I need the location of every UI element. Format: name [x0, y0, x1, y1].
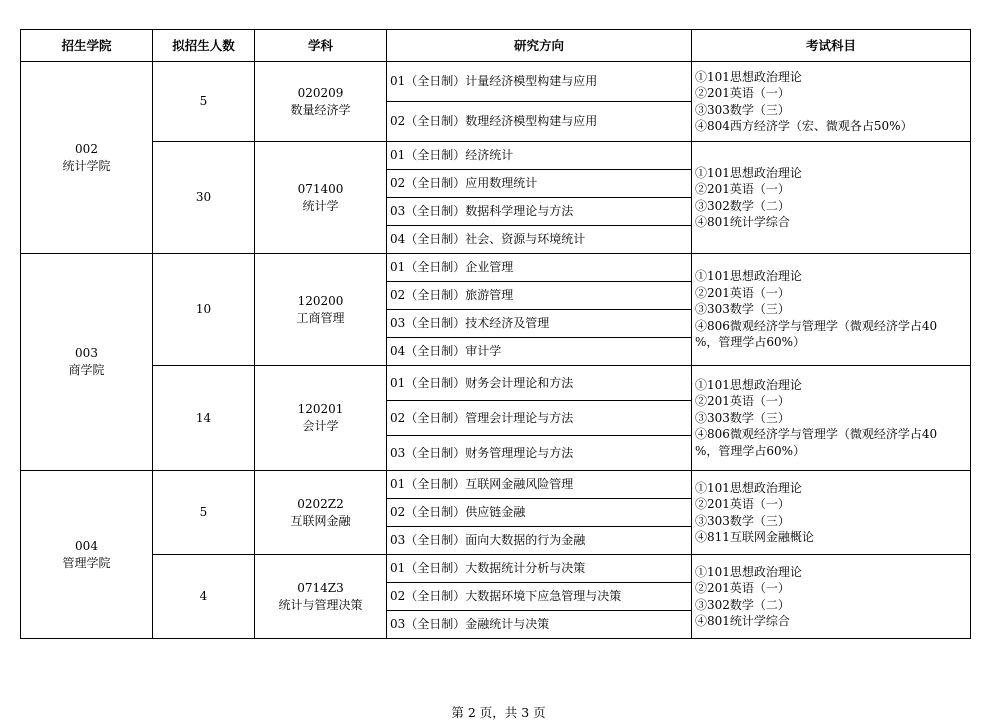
enrollment-count: 30 — [153, 142, 255, 254]
discipline-name: 会计学 — [302, 419, 339, 433]
exam-subject-line: ④801统计学综合 — [695, 215, 790, 229]
exam-subject-line: ②201英语（一） — [695, 497, 790, 511]
college-code: 003 — [75, 346, 98, 360]
discipline-cell — [255, 471, 387, 555]
research-direction: 02（全日制）应用数理统计 — [387, 170, 692, 198]
exam-subject-line: ①101思想政治理论 — [695, 165, 802, 180]
exam-subject-line: ④801统计学综合 — [695, 614, 790, 628]
research-direction: 03（全日制）财务管理理论与方法 — [387, 436, 692, 471]
research-direction: 04（全日制）社会、资源与环境统计 — [387, 226, 692, 254]
discipline-name: 数量经济学 — [290, 102, 351, 117]
table-row — [21, 366, 971, 401]
exam-subjects — [692, 142, 971, 254]
discipline-name: 互联网金融 — [290, 513, 351, 528]
exam-subject-line: ②201英语（一） — [695, 285, 790, 300]
exam-subjects — [692, 254, 971, 366]
research-direction: 01（全日制）财务会计理论和方法 — [387, 366, 692, 401]
enrollment-count: 14 — [153, 366, 255, 471]
enrollment-count: 4 — [153, 555, 255, 639]
research-direction: 03（全日制）技术经济及管理 — [387, 310, 692, 338]
discipline-code: 0714Z3 — [297, 580, 344, 595]
research-direction: 03（全日制）数据科学理论与方法 — [387, 198, 692, 226]
exam-subject-line: ①101思想政治理论 — [695, 69, 802, 84]
discipline-name: 统计与管理决策 — [278, 597, 363, 612]
college-cell — [21, 471, 153, 639]
exam-subjects — [692, 366, 971, 471]
research-direction: 01（全日制）计量经济模型构建与应用 — [387, 62, 692, 102]
research-direction: 03（全日制）面向大数据的行为金融 — [387, 527, 692, 555]
discipline-code: 071400 — [297, 181, 344, 196]
exam-subject-line: ②201英语（一） — [695, 86, 790, 100]
college-cell — [21, 254, 153, 471]
discipline-cell — [255, 142, 387, 254]
exam-subject-line: %，管理学占60%） — [695, 443, 806, 458]
exam-subject-line: ③302数学（二） — [695, 597, 790, 612]
college-name: 商学院 — [68, 363, 105, 377]
exam-subject-line: ③303数学（三） — [695, 302, 790, 317]
discipline-cell — [255, 555, 387, 639]
exam-subject-line: ④804西方经济学（宏、微观各占50%） — [695, 119, 913, 133]
discipline-code: 020209 — [297, 85, 344, 100]
enrollment-count: 5 — [153, 62, 255, 142]
header-exams: 考试科目 — [692, 30, 971, 62]
page-number: 第 2 页，共 3 页 — [451, 705, 546, 720]
college-name: 统计学院 — [62, 158, 111, 173]
research-direction: 01（全日制）互联网金融风险管理 — [387, 471, 692, 499]
table-row — [21, 142, 971, 170]
enrollment-count: 5 — [153, 471, 255, 555]
college-code: 004 — [75, 538, 98, 553]
research-direction: 02（全日制）管理会计理论与方法 — [387, 401, 692, 436]
table-row — [21, 555, 971, 583]
header-count: 拟招生人数 — [153, 30, 255, 62]
header-direction: 研究方向 — [387, 30, 692, 62]
exam-subject-line: ③303数学（三） — [695, 410, 790, 425]
discipline-name: 统计学 — [302, 198, 339, 213]
college-code: 002 — [75, 141, 98, 156]
table-row — [21, 254, 971, 282]
admissions-table — [20, 29, 971, 639]
exam-subjects — [692, 555, 971, 639]
exam-subject-line: ②201英语（一） — [695, 394, 790, 409]
enrollment-count: 10 — [153, 254, 255, 366]
research-direction: 04（全日制）审计学 — [387, 338, 692, 366]
discipline-code: 0202Z2 — [297, 496, 344, 511]
exam-subject-line: ②201英语（一） — [695, 581, 790, 595]
research-direction: 02（全日制）大数据环境下应急管理与决策 — [387, 583, 692, 611]
discipline-cell — [255, 366, 387, 471]
header-college: 招生学院 — [21, 30, 153, 62]
header-row — [21, 30, 971, 62]
research-direction: 02（全日制）旅游管理 — [387, 282, 692, 310]
table-row — [21, 471, 971, 499]
exam-subject-line: ①101思想政治理论 — [695, 480, 802, 495]
table-row — [21, 62, 971, 102]
college-name: 管理学院 — [62, 555, 111, 570]
research-direction: 02（全日制）数理经济模型构建与应用 — [387, 102, 692, 142]
exam-subject-line: %，管理学占60%） — [695, 335, 806, 350]
discipline-name: 工商管理 — [296, 310, 345, 325]
research-direction: 01（全日制）企业管理 — [387, 254, 692, 282]
exam-subject-line: ②201英语（一） — [695, 182, 790, 196]
exam-subject-line: ③302数学（二） — [695, 198, 790, 213]
table-body — [21, 62, 971, 639]
exam-subject-line: ④806微观经济学与管理学（微观经济学占40 — [695, 318, 938, 333]
research-direction: 03（全日制）金融统计与决策 — [387, 611, 692, 639]
exam-subjects — [692, 62, 971, 142]
discipline-code: 120200 — [297, 293, 344, 308]
college-cell — [21, 62, 153, 254]
exam-subject-line: ③303数学（三） — [695, 102, 790, 117]
exam-subject-line: ①101思想政治理论 — [695, 269, 802, 284]
discipline-cell — [255, 254, 387, 366]
research-direction: 01（全日制）经济统计 — [387, 142, 692, 170]
discipline-cell — [255, 62, 387, 142]
exam-subject-line: ①101思想政治理论 — [695, 564, 802, 579]
exam-subject-line: ①101思想政治理论 — [695, 377, 802, 392]
exam-subject-line: ③303数学（三） — [695, 513, 790, 528]
research-direction: 02（全日制）供应链金融 — [387, 499, 692, 527]
exam-subject-line: ④811互联网金融概论 — [695, 530, 814, 544]
header-discipline: 学科 — [255, 30, 387, 62]
exam-subjects — [692, 471, 971, 555]
exam-subject-line: ④806微观经济学与管理学（微观经济学占40 — [695, 427, 938, 442]
discipline-code: 120201 — [297, 402, 344, 416]
research-direction: 01（全日制）大数据统计分析与决策 — [387, 555, 692, 583]
